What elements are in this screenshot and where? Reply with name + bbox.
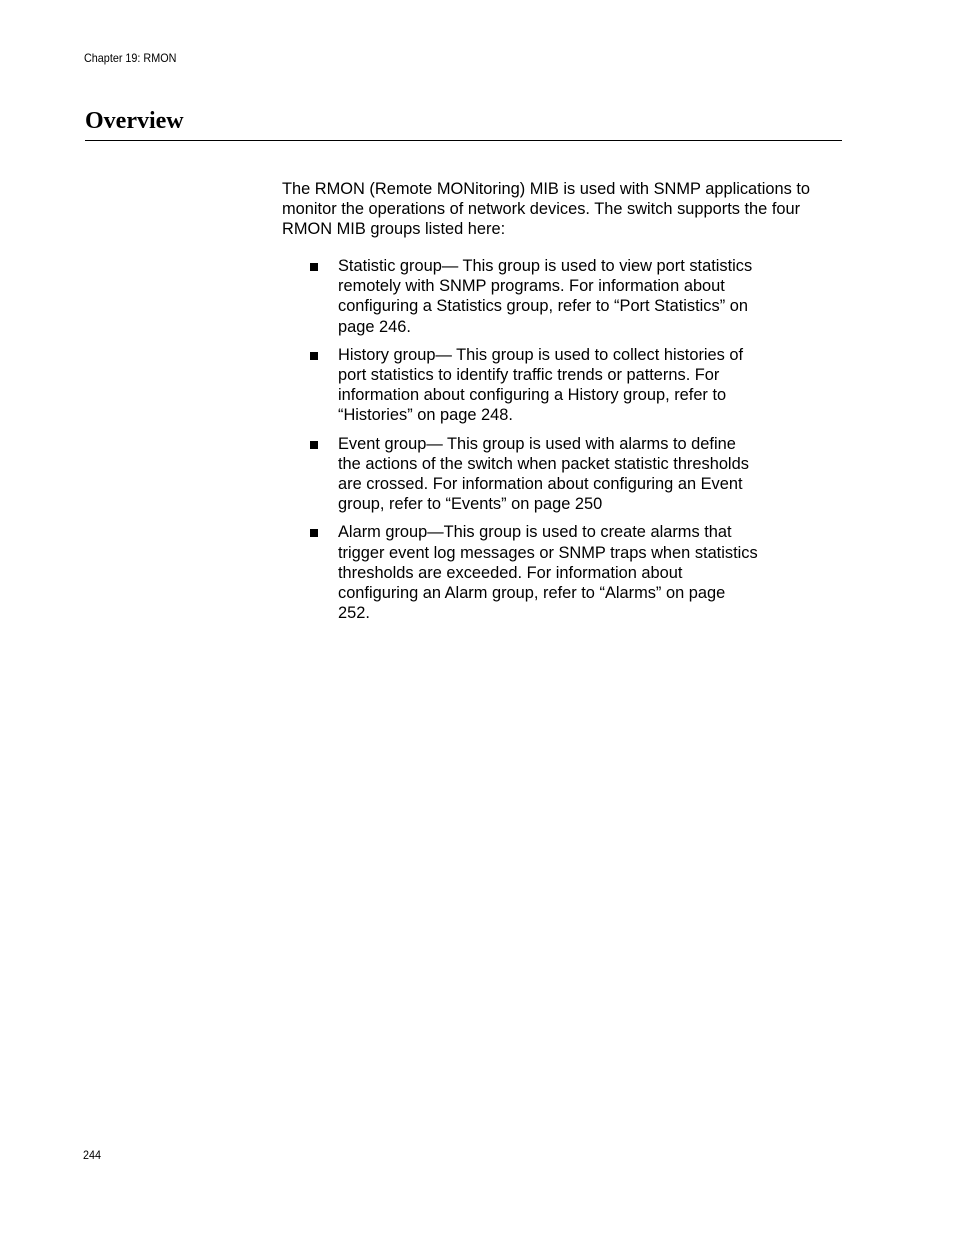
- list-item-event-group: [282, 434, 762, 515]
- list-item-text: Statistic group— This group is used to view port statistics remotely with SNMP programs. For information about configuring a Statistics group, refer to “Port Statistics” on page 246.: [338, 257, 753, 336]
- section-title: Overview: [85, 108, 184, 134]
- list-item-text: Alarm group—This group is used to create alarms that trigger event log messages or SNMP traps when statistics thresholds are exceeded. For information about configuring an Alarm group, refer to “Alarms” on page 252.: [338, 523, 758, 623]
- square-bullet-icon: [310, 263, 318, 271]
- list-item-text: Event group— This group is used with alarms to define the actions of the switch when packet statistic thresholds are crossed. For information about configuring an Event group, refer to “Events” on page 250: [338, 434, 749, 514]
- square-bullet-icon: [310, 352, 318, 360]
- list-item-alarm-group: [282, 522, 762, 623]
- list-item-statistic-group: [282, 256, 762, 337]
- title-rule: [85, 140, 842, 141]
- list-item-text: History group— This group is used to collect histories of port statistics to identify traffic trends or patterns. For information about configuring a History group, refer to “Histories” on page 248.: [338, 345, 744, 425]
- rmon-group-list: [282, 256, 762, 631]
- list-item-history-group: [282, 345, 762, 426]
- page-number: 244: [83, 1148, 102, 1162]
- square-bullet-icon: [310, 529, 318, 537]
- square-bullet-icon: [310, 441, 318, 449]
- intro-paragraph: The RMON (Remote MONitoring) MIB is used with SNMP applications to monitor the operations of network devices. The switch supports the four RMON MIB groups listed here:: [282, 180, 811, 239]
- running-header: Chapter 19: RMON: [84, 51, 177, 65]
